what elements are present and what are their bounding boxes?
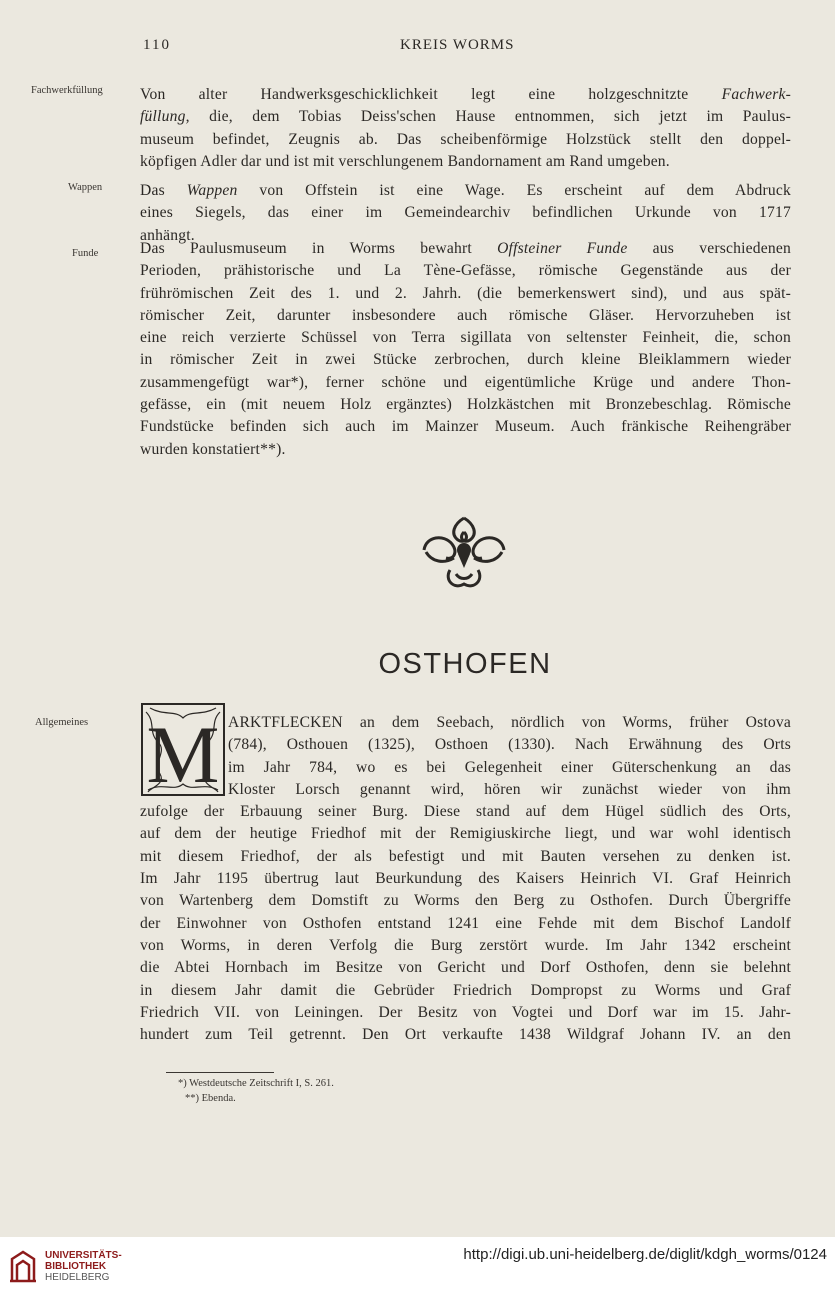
text-line: zufolge der Erbauung seiner Burg. Diese stand auf dem Hügel südlich des Orts, <box>140 803 791 821</box>
footnote-2: **) Ebenda. <box>185 1093 236 1104</box>
text-line: Im Jahr 1195 übertrug laut Beurkundung des Kaisers Heinrich VI. Graf Heinrich <box>140 870 791 888</box>
text-line: Von alter Handwerksgeschicklichkeit legt eine holzgeschnitzte Fachwerk- <box>140 86 791 103</box>
text-line: in römischer Zeit in zwei Stücke zerbrochen, durch kleine Bleiklammern wieder <box>140 351 791 369</box>
paragraph-funde <box>140 238 791 461</box>
paragraph-wappen <box>140 180 791 247</box>
text-line: eines Siegels, das einer im Gemeindearchiv befindlichen Urkunde von 1717 <box>140 204 791 222</box>
text-line: zusammengefügt war*), ferner schöne und eigentümliche Krüge und andere Thon- <box>140 373 791 391</box>
page-number: 110 <box>143 37 171 53</box>
text-line: wurden konstatiert**). <box>140 440 286 458</box>
paragraph-allgemeines <box>140 712 791 1046</box>
footnote-rule <box>166 1072 274 1073</box>
running-title: KREIS WORMS <box>400 37 515 53</box>
footnote-1: *) Westdeutsche Zeitschrift I, S. 261. <box>178 1078 334 1089</box>
text-line: Perioden, prähistorische und La Tène-Gefässe, römische Gegenstände aus der <box>140 262 791 280</box>
text-line: die Abtei Hornbach im Besitze von Gericht und Dorf Osthofen, denn sie belehnt <box>140 959 791 977</box>
paragraph-fachwerkfuellung <box>140 84 791 173</box>
permalink-url[interactable]: http://digi.ub.uni-heidelberg.de/diglit/kdgh_worms/0124 <box>463 1246 827 1263</box>
text-line: ARKTFLECKEN an dem Seebach, nördlich von Worms, früher Ostova <box>228 714 791 731</box>
text-line: anhängt. <box>140 226 195 244</box>
text-line: römischer Zeit, darunter insbesondere auch römische Gläser. Hervorzuheben ist <box>140 306 791 324</box>
text-line: füllung, die, dem Tobias Deiss'schen Hause entnommen, sich jetzt im Paulus- <box>140 108 791 126</box>
margin-note-allgemeines: Allgemeines <box>35 717 89 728</box>
text-line: Fundstücke befinden sich auch im Mainzer Museum. Auch fränkische Reihengräber <box>140 418 791 436</box>
text-line: mit diesem Friedhof, der als befestigt und mit Bauten versehen zu denken ist. <box>140 847 791 865</box>
text-line: (784), Osthouen (1325), Osthoen (1330). Nach Erwähnung des Orts <box>228 736 791 754</box>
text-line: im Jahr 784, wo es bei Gelegenheit einer Güterschenkung an das <box>228 758 791 776</box>
text-line: Das Paulusmuseum in Worms bewahrt Offsteiner Funde aus verschiedenen <box>140 240 791 257</box>
initial-letter: M <box>146 709 220 797</box>
margin-note-fachwerkfuellung: Fachwerkfüllung <box>31 85 103 96</box>
text-line: von Wartenberg dem Domstift zu Worms den Berg zu Osthofen. Durch Übergriffe <box>140 892 791 910</box>
text-line: museum befindet, Zeugnis ab. Das scheibenförmige Holzstück stellt den doppel- <box>140 130 791 148</box>
text-line: in diesem Jahr damit die Gebrüder Friedrich Dompropst zu Worms und Graf <box>140 981 791 999</box>
margin-note-wappen: Wappen <box>68 182 103 193</box>
ornament-vignette <box>414 510 514 596</box>
text-line: Friedrich VII. von Leiningen. Der Besitz von Vogtei und Dorf war im 15. Jahr- <box>140 1003 791 1021</box>
logo-line-1: UNIVERSITÄTS- <box>45 1250 122 1261</box>
text-line: Das Wappen von Offstein ist eine Wage. Es erscheint auf dem Abdruck <box>140 182 791 199</box>
text-line: von Worms, in deren Verfolg die Burg zerstört wurde. Im Jahr 1342 erscheint <box>140 936 791 954</box>
text-line: gefässe, ein (mit neuem Holz ergänztes) Holzkästchen mit Bronzebeschlag. Römische <box>140 396 791 414</box>
text-line: hundert zum Teil getrennt. Den Ort verkaufte 1438 Wildgraf Johann IV. an den <box>140 1026 791 1044</box>
section-heading: OSTHOFEN <box>378 648 552 680</box>
university-library-logo-icon[interactable] <box>8 1249 38 1285</box>
text-line: eine reich verzierte Schüssel von Terra sigillata von seltenster Feinheit, die, schon <box>140 329 791 347</box>
text-line: frührömischen Zeit des 1. und 2. Jahrh. (die bemerkenswert sind), und aus spät- <box>140 284 791 302</box>
text-line: köpfigen Adler dar und ist mit verschlungenem Bandornament am Rand umgeben. <box>140 152 670 170</box>
logo-line-2: BIBLIOTHEK <box>45 1261 107 1272</box>
text-line: der Einwohner von Osthofen entstand 1241 eine Fehde mit dem Bischof Landolf <box>140 914 791 932</box>
viewer-footer <box>0 1237 835 1297</box>
text-line: auf dem der heutige Friedhof mit der Remigiuskirche liegt, und war wohl identisch <box>140 825 791 843</box>
margin-note-funde: Funde <box>72 248 99 259</box>
logo-line-3: HEIDELBERG <box>45 1272 110 1283</box>
library-name[interactable] <box>45 1250 122 1283</box>
text-line: Kloster Lorsch genannt wird, hören wir zunächst wieder von ihm <box>228 780 791 798</box>
